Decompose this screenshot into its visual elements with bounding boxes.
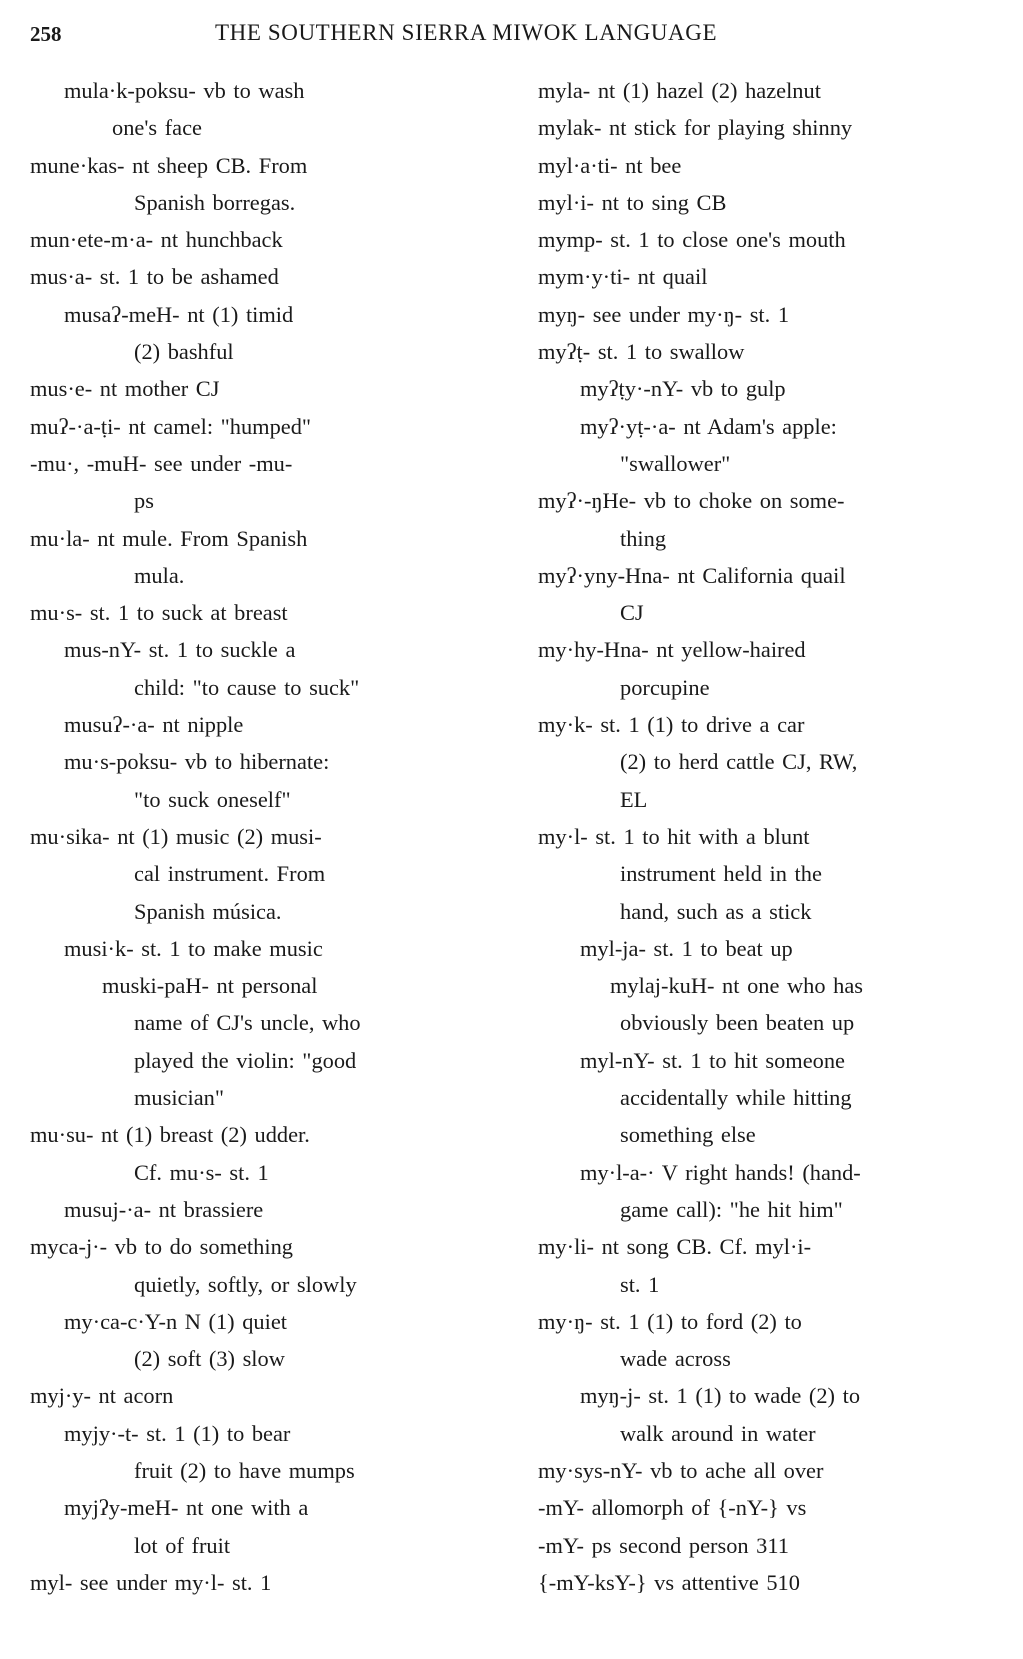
dictionary-line: game call): "he hit him" [620, 1196, 843, 1222]
dictionary-line: my·hy-Hna- nt yellow-haired [538, 637, 806, 663]
dictionary-line: myjʔy-meH- nt one with a [64, 1495, 309, 1521]
dictionary-line: -mY- ps second person 311 [538, 1532, 789, 1558]
dictionary-line: (2) bashful [134, 339, 234, 365]
dictionary-line: fruit (2) to have mumps [134, 1457, 355, 1483]
dictionary-line: -mY- allomorph of {-nY-} vs [538, 1495, 807, 1521]
dictionary-line: myla- nt (1) hazel (2) hazelnut [538, 78, 821, 103]
dictionary-line: musi·k- st. 1 to make music [64, 935, 323, 961]
dictionary-line: {-mY-ksY-} vs attentive 510 [538, 1569, 800, 1595]
dictionary-line: myʔ·yṭ-·a- nt Adam's apple: [580, 413, 837, 439]
dictionary-line: myl- see under my·l- st. 1 [30, 1569, 272, 1595]
dictionary-line: porcupine [620, 674, 710, 700]
dictionary-line: mu·s- st. 1 to suck at breast [30, 600, 288, 626]
dictionary-line: mu·s-poksu- vb to hibernate: [64, 749, 330, 775]
dictionary-line: name of CJ's uncle, who [134, 1010, 361, 1036]
dictionary-line: my·ca-c·Y-n N (1) quiet [64, 1308, 287, 1334]
dictionary-line: cal instrument. From [134, 861, 326, 887]
dictionary-line: mula. [134, 562, 185, 588]
dictionary-line: mune·kas- nt sheep CB. From [30, 152, 308, 178]
dictionary-line: accidentally while hitting [620, 1085, 852, 1111]
dictionary-line: hand, such as a stick [620, 898, 812, 924]
dictionary-line: "swallower" [620, 450, 731, 476]
dictionary-line: "to suck oneself" [134, 786, 291, 812]
dictionary-line: mun·ete-m·a- nt hunchback [30, 227, 283, 253]
dictionary-line: mu·sika- nt (1) music (2) musi- [30, 823, 322, 849]
dictionary-line: st. 1 [620, 1271, 660, 1297]
dictionary-line: mus·e- nt mother CJ [30, 376, 220, 402]
dictionary-line: musuʔ-·a- nt nipple [64, 712, 244, 738]
dictionary-line: myŋ- see under my·ŋ- st. 1 [538, 301, 790, 327]
dictionary-line: (2) soft (3) slow [134, 1346, 285, 1372]
dictionary-line: mu·la- nt mule. From Spanish [30, 525, 308, 551]
dictionary-line: lot of fruit [134, 1532, 231, 1558]
dictionary-line: muʔ-·a-ṭi- nt camel: "humped" [30, 413, 312, 439]
dictionary-line: myl·a·ti- nt bee [538, 152, 682, 178]
dictionary-line: mym·y·ti- nt quail [538, 264, 708, 290]
dictionary-line: EL [620, 786, 648, 812]
dictionary-line: myca-j·- vb to do something [30, 1234, 293, 1260]
dictionary-line: mula·k-poksu- vb to wash [64, 78, 305, 103]
dictionary-line: mylaj-kuH- nt one who has [610, 973, 864, 999]
dictionary-line: my·k- st. 1 (1) to drive a car [538, 712, 805, 738]
dictionary-line: Spanish música. [134, 898, 282, 924]
right-column [538, 72, 1008, 1601]
dictionary-line: myl·i- nt to sing CB [538, 189, 727, 215]
dictionary-line: my·ŋ- st. 1 (1) to ford (2) to [538, 1308, 802, 1334]
dictionary-line: my·l- st. 1 to hit with a blunt [538, 823, 810, 849]
left-column [30, 72, 500, 1601]
dictionary-line: myŋ-j- st. 1 (1) to wade (2) to [580, 1383, 861, 1409]
dictionary-line: wade across [620, 1346, 731, 1372]
dictionary-line: something else [620, 1122, 756, 1148]
dictionary-line: mu·su- nt (1) breast (2) udder. [30, 1122, 310, 1148]
dictionary-line: played the violin: "good [134, 1047, 357, 1073]
dictionary-line: my·li- nt song CB. Cf. myl·i- [538, 1234, 812, 1260]
dictionary-line: myj·y- nt acorn [30, 1383, 174, 1409]
dictionary-line: mymp- st. 1 to close one's mouth [538, 227, 846, 253]
dictionary-line: my·sys-nY- vb to ache all over [538, 1457, 824, 1483]
dictionary-line: myʔṭy·-nY- vb to gulp [580, 376, 786, 402]
dictionary-line: quietly, softly, or slowly [134, 1271, 357, 1297]
dictionary-line: mus-nY- st. 1 to suckle a [64, 637, 296, 663]
dictionary-line: ps [134, 488, 154, 514]
dictionary-line: -mu·, -muH- see under -mu- [30, 450, 293, 476]
dictionary-line: my·l-a-· V right hands! (hand- [580, 1159, 861, 1185]
dictionary-line: musician" [134, 1085, 224, 1111]
dictionary-line: thing [620, 525, 667, 551]
dictionary-line: child: "to cause to suck" [134, 674, 360, 700]
dictionary-line: myjy·-t- st. 1 (1) to bear [64, 1420, 291, 1446]
dictionary-line: (2) to herd cattle CJ, RW, [620, 749, 858, 775]
dictionary-line: walk around in water [620, 1420, 816, 1446]
dictionary-line: myl-nY- st. 1 to hit someone [580, 1047, 845, 1073]
dictionary-line: musuj-·a- nt brassiere [64, 1196, 264, 1222]
page-number: 258 [30, 22, 62, 46]
dictionary-line: Cf. mu·s- st. 1 [134, 1159, 269, 1185]
dictionary-line: myl-ja- st. 1 to beat up [580, 935, 793, 961]
dictionary-line: CJ [620, 600, 644, 626]
page-header [0, 14, 1023, 54]
dictionary-line: mus·a- st. 1 to be ashamed [30, 264, 279, 290]
dictionary-line: myʔṭ- st. 1 to swallow [538, 339, 745, 365]
dictionary-line: myʔ·yny-Hna- nt California quail [538, 562, 846, 588]
dictionary-line: mylak- nt stick for playing shinny [538, 115, 853, 141]
dictionary-line: myʔ·-ŋHe- vb to choke on some- [538, 488, 845, 514]
dictionary-line: instrument held in the [620, 861, 822, 887]
dictionary-line: musaʔ-meH- nt (1) timid [64, 301, 294, 327]
dictionary-line: muski-paH- nt personal [102, 973, 318, 999]
dictionary-line: Spanish borregas. [134, 189, 296, 215]
dictionary-line: obviously been beaten up [620, 1010, 855, 1036]
running-title: THE SOUTHERN SIERRA MIWOK LANGUAGE [215, 20, 718, 45]
dictionary-line: one's face [112, 115, 202, 141]
